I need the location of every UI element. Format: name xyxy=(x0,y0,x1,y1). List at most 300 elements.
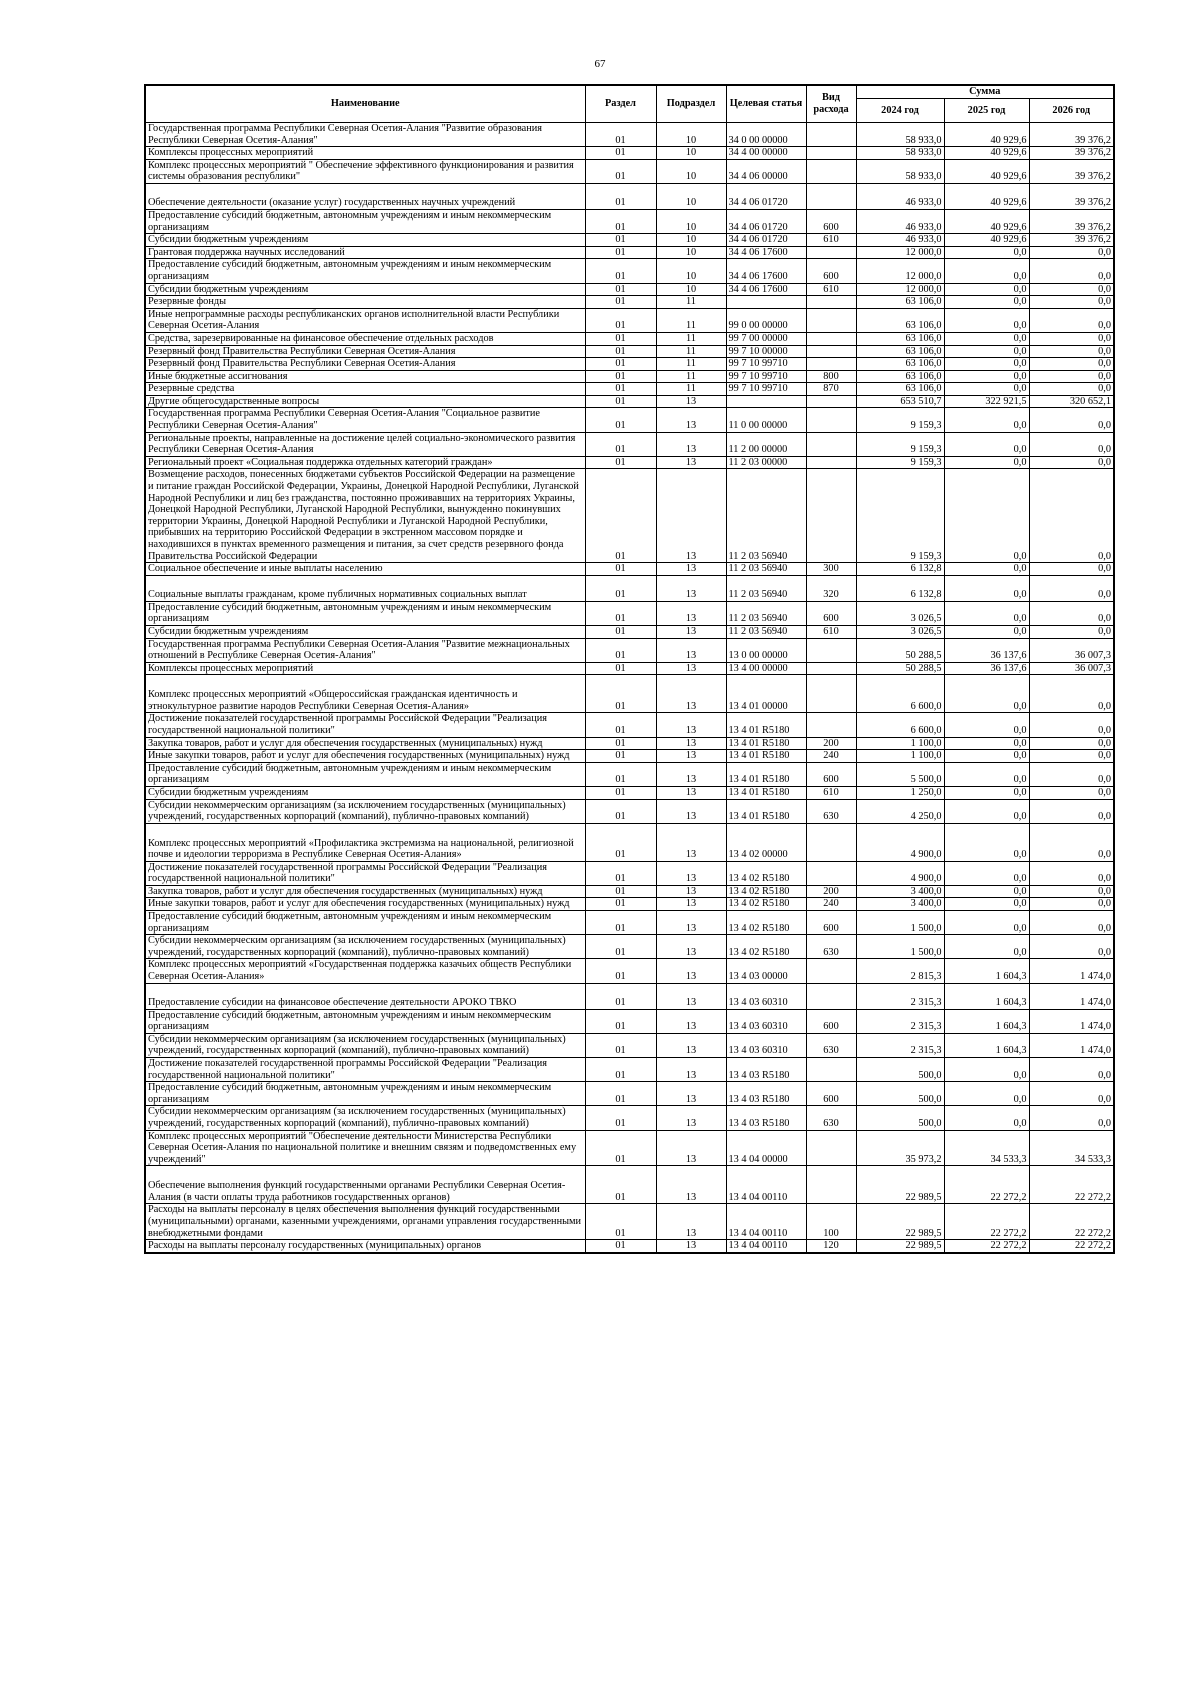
row-section: 01 xyxy=(585,1240,656,1253)
row-target: 13 4 01 R5180 xyxy=(726,737,806,750)
row-section: 01 xyxy=(585,1130,656,1166)
row-section: 01 xyxy=(585,395,656,408)
row-sum-2025: 0,0 xyxy=(944,383,1029,396)
row-subsection: 11 xyxy=(656,345,726,358)
row-section: 01 xyxy=(585,935,656,959)
row-subsection: 10 xyxy=(656,234,726,247)
col-header-2024: 2024 год xyxy=(856,99,944,123)
row-sum-2024: 2 315,3 xyxy=(856,983,944,1009)
row-section: 01 xyxy=(585,456,656,469)
row-sum-2026: 39 376,2 xyxy=(1029,183,1114,209)
row-sum-2024: 6 132,8 xyxy=(856,563,944,576)
row-name: Комплекс процессных мероприятий «Профилактика экстремизма на национальной, религиозной почве и идеологии терроризма в Республике Северная Осетия-Алания» xyxy=(145,823,585,861)
row-sum-2025: 22 272,2 xyxy=(944,1204,1029,1240)
row-target: 13 4 03 R5180 xyxy=(726,1082,806,1106)
row-subsection: 13 xyxy=(656,935,726,959)
table-row xyxy=(145,935,1114,959)
row-section: 01 xyxy=(585,799,656,823)
row-section: 01 xyxy=(585,370,656,383)
table-row xyxy=(145,123,1114,147)
row-sum-2025: 322 921,5 xyxy=(944,395,1029,408)
table-row xyxy=(145,898,1114,911)
row-sum-2024: 35 973,2 xyxy=(856,1130,944,1166)
row-sum-2025: 0,0 xyxy=(944,1058,1029,1082)
table-row xyxy=(145,1033,1114,1057)
row-section: 01 xyxy=(585,358,656,371)
row-section: 01 xyxy=(585,1058,656,1082)
row-sum-2026: 0,0 xyxy=(1029,296,1114,309)
row-subsection: 10 xyxy=(656,209,726,233)
row-sum-2025: 0,0 xyxy=(944,296,1029,309)
row-target: 34 4 06 00000 xyxy=(726,159,806,183)
row-section: 01 xyxy=(585,625,656,638)
row-exp-type: 200 xyxy=(806,885,856,898)
row-exp-type: 630 xyxy=(806,799,856,823)
table-row xyxy=(145,737,1114,750)
col-header-name: Наименование xyxy=(145,85,585,123)
row-exp-type xyxy=(806,456,856,469)
row-exp-type: 630 xyxy=(806,1033,856,1057)
row-subsection: 13 xyxy=(656,786,726,799)
row-exp-type xyxy=(806,713,856,737)
table-row xyxy=(145,456,1114,469)
row-section: 01 xyxy=(585,823,656,861)
row-section: 01 xyxy=(585,159,656,183)
row-sum-2024: 5 500,0 xyxy=(856,762,944,786)
row-sum-2026: 0,0 xyxy=(1029,345,1114,358)
table-row xyxy=(145,159,1114,183)
row-name: Другие общегосударственные вопросы xyxy=(145,395,585,408)
table-row xyxy=(145,370,1114,383)
row-subsection: 13 xyxy=(656,638,726,662)
row-sum-2024: 2 315,3 xyxy=(856,1009,944,1033)
table-row xyxy=(145,983,1114,1009)
row-sum-2025: 0,0 xyxy=(944,762,1029,786)
row-name: Расходы на выплаты персоналу государственных (муниципальных) органов xyxy=(145,1240,585,1253)
row-exp-type: 600 xyxy=(806,259,856,283)
row-section: 01 xyxy=(585,786,656,799)
row-sum-2024: 22 989,5 xyxy=(856,1166,944,1204)
row-exp-type: 600 xyxy=(806,601,856,625)
row-target: 34 4 06 17600 xyxy=(726,259,806,283)
row-target: 11 2 03 56940 xyxy=(726,601,806,625)
table-row xyxy=(145,750,1114,763)
table-row xyxy=(145,601,1114,625)
row-target: 11 2 03 56940 xyxy=(726,469,806,563)
row-sum-2024: 58 933,0 xyxy=(856,147,944,160)
row-sum-2025: 1 604,3 xyxy=(944,1033,1029,1057)
row-name: Субсидии некоммерческим организациям (за исключением государственных (муниципальных) учреждений, государственных корпораций (компаний), публично-правовых компаний) xyxy=(145,935,585,959)
row-sum-2024: 653 510,7 xyxy=(856,395,944,408)
row-target: 13 4 04 00110 xyxy=(726,1240,806,1253)
row-sum-2024: 46 933,0 xyxy=(856,234,944,247)
row-exp-type: 600 xyxy=(806,209,856,233)
row-sum-2026: 22 272,2 xyxy=(1029,1240,1114,1253)
row-sum-2024: 2 815,3 xyxy=(856,959,944,983)
row-target: 13 4 03 00000 xyxy=(726,959,806,983)
row-section: 01 xyxy=(585,432,656,456)
row-exp-type: 610 xyxy=(806,786,856,799)
row-target: 34 4 00 00000 xyxy=(726,147,806,160)
row-name: Субсидии некоммерческим организациям (за исключением государственных (муниципальных) учреждений, государственных корпораций (компаний), публично-правовых компаний) xyxy=(145,799,585,823)
row-sum-2024: 9 159,3 xyxy=(856,432,944,456)
row-target: 99 7 00 00000 xyxy=(726,332,806,345)
row-exp-type xyxy=(806,638,856,662)
col-header-sum: Сумма xyxy=(856,85,1114,99)
row-section: 01 xyxy=(585,662,656,675)
row-sum-2026: 39 376,2 xyxy=(1029,234,1114,247)
row-target: 99 7 10 99710 xyxy=(726,383,806,396)
row-name: Комплекс процессных мероприятий «Общероссийская гражданская идентичность и этнокультурное развитие народов Республики Северная Осетия-Алания» xyxy=(145,675,585,713)
row-section: 01 xyxy=(585,762,656,786)
row-subsection: 13 xyxy=(656,823,726,861)
row-sum-2024: 1 250,0 xyxy=(856,786,944,799)
row-section: 01 xyxy=(585,1204,656,1240)
row-sum-2024: 63 106,0 xyxy=(856,358,944,371)
row-name: Социальное обеспечение и иные выплаты населению xyxy=(145,563,585,576)
row-sum-2026: 39 376,2 xyxy=(1029,209,1114,233)
row-exp-type xyxy=(806,159,856,183)
row-exp-type xyxy=(806,1130,856,1166)
row-name: Возмещение расходов, понесенных бюджетами субъектов Российской Федерации на размещение и питание граждан Российской Федерации, Украины, Донецкой Народной Республики, Луганской Народной Республики и лиц без гражданства, постоянно проживавших на территориях Украины, Донецкой Народной Республики, Луганской Народной Республики, вынужденно покинувших территории Украины, Донецкой Народной Республики и Луганской Народной Республики, прибывших на территорию Российской Федерации в экстренном массовом порядке и находившихся в пунктах временного размещения и питания, за счет средств резервного фонда Правительства Российской Федерации xyxy=(145,469,585,563)
row-sum-2026: 0,0 xyxy=(1029,358,1114,371)
row-sum-2024: 500,0 xyxy=(856,1082,944,1106)
row-subsection: 13 xyxy=(656,1082,726,1106)
row-sum-2026: 0,0 xyxy=(1029,823,1114,861)
row-name: Достижение показателей государственной программы Российской Федерации "Реализация государственной национальной политики" xyxy=(145,1058,585,1082)
table-row xyxy=(145,259,1114,283)
row-name: Государственная программа Республики Северная Осетия-Алания "Социальное развитие Республики Северная Осетия-Алания" xyxy=(145,408,585,432)
row-name: Субсидии бюджетным учреждениям xyxy=(145,234,585,247)
row-sum-2024: 12 000,0 xyxy=(856,259,944,283)
row-subsection: 11 xyxy=(656,370,726,383)
row-section: 01 xyxy=(585,246,656,259)
row-sum-2024: 6 600,0 xyxy=(856,713,944,737)
row-exp-type: 600 xyxy=(806,1082,856,1106)
row-sum-2025: 0,0 xyxy=(944,432,1029,456)
row-name: Расходы на выплаты персоналу в целях обеспечения выполнения функций государственными (муниципальными) органами, казенными учреждениями, органами управления государственными внебюджетными фондами xyxy=(145,1204,585,1240)
row-sum-2026: 1 474,0 xyxy=(1029,959,1114,983)
row-section: 01 xyxy=(585,1033,656,1057)
row-sum-2024: 4 250,0 xyxy=(856,799,944,823)
row-sum-2024: 50 288,5 xyxy=(856,638,944,662)
row-name: Комплексы процессных мероприятий xyxy=(145,662,585,675)
row-name: Предоставление субсидий бюджетным, автономным учреждениям и иным некоммерческим организациям xyxy=(145,1009,585,1033)
row-sum-2024: 1 500,0 xyxy=(856,911,944,935)
row-exp-type xyxy=(806,675,856,713)
row-name: Средства, зарезервированные на финансовое обеспечение отдельных расходов xyxy=(145,332,585,345)
row-target: 11 0 00 00000 xyxy=(726,408,806,432)
table-row xyxy=(145,713,1114,737)
row-name: Резервный фонд Правительства Республики Северная Осетия-Алания xyxy=(145,345,585,358)
row-sum-2024: 22 989,5 xyxy=(856,1204,944,1240)
table-row xyxy=(145,408,1114,432)
row-section: 01 xyxy=(585,296,656,309)
row-name: Комплекс процессных мероприятий "Обеспечение деятельности Министерства Республики Северная Осетия-Алания по национальной политике и внешним связям и подведомственных ему учреждений" xyxy=(145,1130,585,1166)
row-subsection: 13 xyxy=(656,737,726,750)
row-subsection: 13 xyxy=(656,799,726,823)
row-sum-2025: 0,0 xyxy=(944,575,1029,601)
row-sum-2025: 0,0 xyxy=(944,935,1029,959)
row-name: Предоставление субсидий бюджетным, автономным учреждениям и иным некоммерческим организациям xyxy=(145,1082,585,1106)
row-target: 34 4 06 01720 xyxy=(726,183,806,209)
col-header-section: Раздел xyxy=(585,85,656,123)
row-target: 13 4 01 00000 xyxy=(726,675,806,713)
table-row xyxy=(145,823,1114,861)
table-row xyxy=(145,625,1114,638)
row-section: 01 xyxy=(585,675,656,713)
row-name: Предоставление субсидии на финансовое обеспечение деятельности АРОКО ТВКО xyxy=(145,983,585,1009)
row-target: 13 4 01 R5180 xyxy=(726,750,806,763)
row-exp-type: 600 xyxy=(806,911,856,935)
row-name: Предоставление субсидий бюджетным, автономным учреждениям и иным некоммерческим организациям xyxy=(145,911,585,935)
row-target: 13 4 02 R5180 xyxy=(726,935,806,959)
row-exp-type xyxy=(806,861,856,885)
row-section: 01 xyxy=(585,563,656,576)
row-section: 01 xyxy=(585,1009,656,1033)
row-sum-2026: 36 007,3 xyxy=(1029,638,1114,662)
row-name: Резервные фонды xyxy=(145,296,585,309)
row-subsection: 11 xyxy=(656,296,726,309)
row-target: 13 4 03 R5180 xyxy=(726,1058,806,1082)
row-sum-2025: 0,0 xyxy=(944,563,1029,576)
row-sum-2024: 9 159,3 xyxy=(856,456,944,469)
row-subsection: 11 xyxy=(656,332,726,345)
row-section: 01 xyxy=(585,283,656,296)
row-section: 01 xyxy=(585,638,656,662)
row-subsection: 11 xyxy=(656,308,726,332)
budget-table xyxy=(144,84,1115,1254)
row-sum-2025: 0,0 xyxy=(944,370,1029,383)
row-sum-2026: 0,0 xyxy=(1029,935,1114,959)
row-sum-2026: 1 474,0 xyxy=(1029,1033,1114,1057)
row-sum-2026: 0,0 xyxy=(1029,1082,1114,1106)
table-row xyxy=(145,183,1114,209)
row-sum-2024: 1 100,0 xyxy=(856,750,944,763)
row-exp-type xyxy=(806,296,856,309)
row-name: Субсидии бюджетным учреждениям xyxy=(145,283,585,296)
row-target: 13 4 02 R5180 xyxy=(726,861,806,885)
row-subsection: 13 xyxy=(656,1204,726,1240)
row-exp-type: 120 xyxy=(806,1240,856,1253)
table-row xyxy=(145,1009,1114,1033)
row-target: 13 4 04 00110 xyxy=(726,1204,806,1240)
row-name: Предоставление субсидий бюджетным, автономным учреждениям и иным некоммерческим организациям xyxy=(145,762,585,786)
row-sum-2026: 0,0 xyxy=(1029,332,1114,345)
row-target: 13 4 01 R5180 xyxy=(726,786,806,799)
row-name: Резервный фонд Правительства Республики Северная Осетия-Алания xyxy=(145,358,585,371)
row-subsection: 13 xyxy=(656,432,726,456)
row-subsection: 10 xyxy=(656,159,726,183)
table-row xyxy=(145,147,1114,160)
table-row xyxy=(145,383,1114,396)
row-exp-type: 100 xyxy=(806,1204,856,1240)
row-section: 01 xyxy=(585,1106,656,1130)
row-sum-2024: 1 100,0 xyxy=(856,737,944,750)
row-sum-2026: 1 474,0 xyxy=(1029,983,1114,1009)
row-sum-2024: 4 900,0 xyxy=(856,861,944,885)
row-section: 01 xyxy=(585,1082,656,1106)
row-target: 13 4 03 60310 xyxy=(726,1033,806,1057)
row-exp-type xyxy=(806,183,856,209)
row-subsection: 13 xyxy=(656,456,726,469)
row-sum-2026: 0,0 xyxy=(1029,469,1114,563)
row-target: 13 4 01 R5180 xyxy=(726,762,806,786)
row-section: 01 xyxy=(585,885,656,898)
row-sum-2026: 0,0 xyxy=(1029,898,1114,911)
row-sum-2024: 6 132,8 xyxy=(856,575,944,601)
row-subsection: 13 xyxy=(656,1058,726,1082)
row-sum-2024: 63 106,0 xyxy=(856,296,944,309)
row-exp-type: 610 xyxy=(806,283,856,296)
row-sum-2025: 0,0 xyxy=(944,885,1029,898)
row-exp-type: 800 xyxy=(806,370,856,383)
row-sum-2025: 0,0 xyxy=(944,408,1029,432)
row-target: 13 4 01 R5180 xyxy=(726,713,806,737)
row-sum-2025: 40 929,6 xyxy=(944,209,1029,233)
table-row xyxy=(145,1204,1114,1240)
row-sum-2024: 46 933,0 xyxy=(856,209,944,233)
row-sum-2026: 0,0 xyxy=(1029,283,1114,296)
row-section: 01 xyxy=(585,308,656,332)
row-subsection: 10 xyxy=(656,183,726,209)
row-target: 11 2 03 56940 xyxy=(726,625,806,638)
row-sum-2025: 0,0 xyxy=(944,675,1029,713)
row-sum-2025: 1 604,3 xyxy=(944,1009,1029,1033)
row-sum-2025: 0,0 xyxy=(944,1106,1029,1130)
row-sum-2026: 0,0 xyxy=(1029,383,1114,396)
row-sum-2025: 0,0 xyxy=(944,246,1029,259)
row-sum-2026: 0,0 xyxy=(1029,601,1114,625)
row-sum-2026: 0,0 xyxy=(1029,625,1114,638)
row-sum-2025: 0,0 xyxy=(944,469,1029,563)
row-target: 13 0 00 00000 xyxy=(726,638,806,662)
row-exp-type: 870 xyxy=(806,383,856,396)
row-sum-2024: 9 159,3 xyxy=(856,469,944,563)
row-sum-2026: 0,0 xyxy=(1029,885,1114,898)
row-subsection: 10 xyxy=(656,259,726,283)
row-sum-2024: 4 900,0 xyxy=(856,823,944,861)
row-sum-2026: 1 474,0 xyxy=(1029,1009,1114,1033)
row-target: 13 4 03 60310 xyxy=(726,1009,806,1033)
row-sum-2025: 0,0 xyxy=(944,332,1029,345)
row-sum-2026: 320 652,1 xyxy=(1029,395,1114,408)
row-sum-2025: 40 929,6 xyxy=(944,183,1029,209)
table-row xyxy=(145,345,1114,358)
row-sum-2024: 63 106,0 xyxy=(856,370,944,383)
row-exp-type: 610 xyxy=(806,625,856,638)
row-sum-2025: 0,0 xyxy=(944,823,1029,861)
row-target: 13 4 02 00000 xyxy=(726,823,806,861)
row-name: Достижение показателей государственной программы Российской Федерации "Реализация государственной национальной политики" xyxy=(145,713,585,737)
row-sum-2024: 46 933,0 xyxy=(856,183,944,209)
row-name: Иные непрограммные расходы республиканских органов исполнительной власти Республики Северная Осетия-Алания xyxy=(145,308,585,332)
row-target: 99 0 00 00000 xyxy=(726,308,806,332)
row-name: Иные закупки товаров, работ и услуг для обеспечения государственных (муниципальных) нужд xyxy=(145,750,585,763)
row-sum-2024: 22 989,5 xyxy=(856,1240,944,1253)
row-section: 01 xyxy=(585,147,656,160)
row-subsection: 13 xyxy=(656,1166,726,1204)
row-sum-2026: 0,0 xyxy=(1029,432,1114,456)
row-name: Региональный проект «Социальная поддержка отдельных категорий граждан» xyxy=(145,456,585,469)
row-subsection: 13 xyxy=(656,1009,726,1033)
row-name: Закупка товаров, работ и услуг для обеспечения государственных (муниципальных) нужд xyxy=(145,737,585,750)
row-exp-type xyxy=(806,147,856,160)
row-section: 01 xyxy=(585,234,656,247)
row-exp-type xyxy=(806,823,856,861)
row-section: 01 xyxy=(585,713,656,737)
table-row xyxy=(145,283,1114,296)
row-subsection: 13 xyxy=(656,750,726,763)
row-sum-2025: 0,0 xyxy=(944,799,1029,823)
row-sum-2026: 0,0 xyxy=(1029,259,1114,283)
row-sum-2025: 40 929,6 xyxy=(944,147,1029,160)
table-row xyxy=(145,234,1114,247)
row-subsection: 13 xyxy=(656,625,726,638)
row-name: Иные бюджетные ассигнования xyxy=(145,370,585,383)
row-section: 01 xyxy=(585,983,656,1009)
row-sum-2024: 1 500,0 xyxy=(856,935,944,959)
row-target xyxy=(726,296,806,309)
row-subsection: 11 xyxy=(656,383,726,396)
row-exp-type: 240 xyxy=(806,750,856,763)
table-row xyxy=(145,675,1114,713)
row-target: 34 4 06 01720 xyxy=(726,209,806,233)
row-sum-2026: 0,0 xyxy=(1029,762,1114,786)
row-section: 01 xyxy=(585,259,656,283)
row-section: 01 xyxy=(585,332,656,345)
row-subsection: 13 xyxy=(656,713,726,737)
row-section: 01 xyxy=(585,861,656,885)
row-section: 01 xyxy=(585,575,656,601)
table-row xyxy=(145,1130,1114,1166)
row-target: 13 4 02 R5180 xyxy=(726,911,806,935)
row-subsection: 13 xyxy=(656,898,726,911)
table-row xyxy=(145,332,1114,345)
row-name: Государственная программа Республики Северная Осетия-Алания "Развитие межнациональных отношений в Республике Северная Осетия-Алания" xyxy=(145,638,585,662)
col-header-target: Целевая статья xyxy=(726,85,806,123)
row-sum-2026: 0,0 xyxy=(1029,408,1114,432)
row-section: 01 xyxy=(585,1166,656,1204)
row-sum-2026: 0,0 xyxy=(1029,246,1114,259)
row-target: 13 4 02 R5180 xyxy=(726,898,806,911)
row-sum-2024: 63 106,0 xyxy=(856,345,944,358)
row-sum-2025: 36 137,6 xyxy=(944,662,1029,675)
table-row xyxy=(145,469,1114,563)
row-subsection: 13 xyxy=(656,662,726,675)
row-sum-2024: 12 000,0 xyxy=(856,246,944,259)
row-sum-2025: 0,0 xyxy=(944,358,1029,371)
row-exp-type xyxy=(806,408,856,432)
row-sum-2024: 58 933,0 xyxy=(856,123,944,147)
row-sum-2026: 0,0 xyxy=(1029,456,1114,469)
row-exp-type xyxy=(806,469,856,563)
row-section: 01 xyxy=(585,469,656,563)
row-target: 11 2 00 00000 xyxy=(726,432,806,456)
row-name: Субсидии бюджетным учреждениям xyxy=(145,786,585,799)
row-sum-2026: 0,0 xyxy=(1029,563,1114,576)
row-name: Субсидии некоммерческим организациям (за исключением государственных (муниципальных) учреждений, государственных корпораций (компаний), публично-правовых компаний) xyxy=(145,1033,585,1057)
row-section: 01 xyxy=(585,737,656,750)
row-target: 34 4 06 17600 xyxy=(726,246,806,259)
row-sum-2025: 0,0 xyxy=(944,737,1029,750)
col-header-subsection: Подраздел xyxy=(656,85,726,123)
row-subsection: 10 xyxy=(656,123,726,147)
row-sum-2024: 63 106,0 xyxy=(856,383,944,396)
row-sum-2024: 3 026,5 xyxy=(856,625,944,638)
row-sum-2026: 0,0 xyxy=(1029,799,1114,823)
table-row xyxy=(145,246,1114,259)
